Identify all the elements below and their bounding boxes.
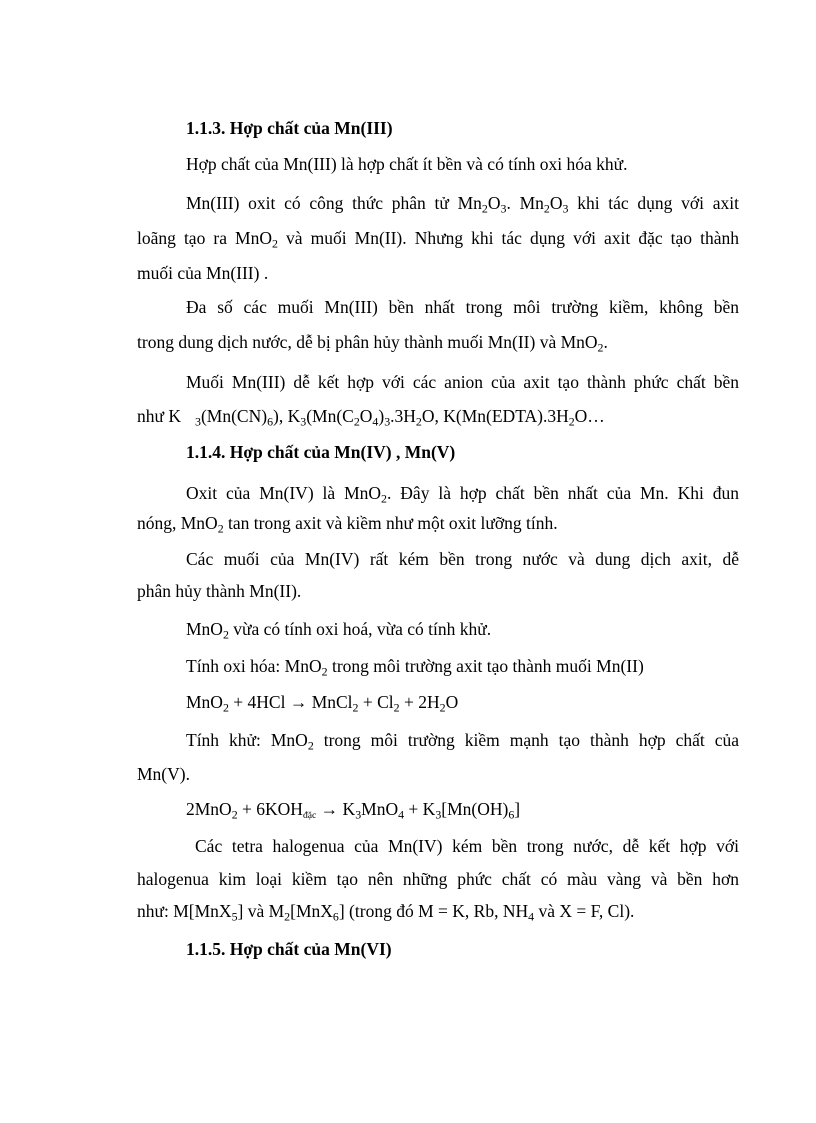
paragraph-line: Tính khử: MnO$_2$ trong môi trường kiềm mạnh tạo thành hợp chất của xyxy=(186,730,739,753)
chemical-equation: $2MnO_2 + 6KOH_{đặc} \to K_3MnO_4 + K_3[Mn(OH)_6]$ xyxy=(186,799,521,822)
paragraph-line: halogenua kim loại kiềm tạo nên những phức chất có màu vàng và bền hơn xyxy=(137,869,739,889)
paragraph-line: Đa số các muối Mn(III) bền nhất trong môi trường kiềm, không bền xyxy=(186,297,739,317)
section-heading-113: 1.1.3. Hợp chất của Mn(III) xyxy=(186,118,393,138)
paragraph-line: Muối Mn(III) dễ kết hợp với các anion của axit tạo thành phức chất bền xyxy=(186,372,739,392)
paragraph-line: muối của Mn(III) . xyxy=(137,263,269,283)
paragraph-line: Tính oxi hóa: MnO$_2$ trong môi trường axit tạo thành muối Mn(II) xyxy=(186,656,644,679)
paragraph-line: phân hủy thành Mn(II). xyxy=(137,581,302,601)
section-heading-115: 1.1.5. Hợp chất của Mn(VI) xyxy=(186,939,392,959)
paragraph-line: Mn(III) oxit có công thức phân tử $Mn_2O_3$. $Mn_2O_3$ khi tác dụng với axit xyxy=(186,193,740,216)
paragraph-line: như K $_3(Mn(CN)_6)$, $K_3(Mn(C_2O_4)_3.3H_2O$, $K(Mn(EDTA).3H_2O\dots$ xyxy=(137,406,605,429)
paragraph-line: Mn(V). xyxy=(137,764,190,784)
paragraph-line: Các tetra halogenua của Mn(IV) kém bền trong nước, dễ kết hợp với xyxy=(195,836,739,856)
paragraph-line: MnO$_2$ vừa có tính oxi hoá, vừa có tính khử. xyxy=(186,619,492,642)
chemical-equation: MnO$_2$ + 4HCl → MnCl$_2$ + $Cl_2 + 2H_2O$ xyxy=(186,692,459,715)
section-heading-114: 1.1.4. Hợp chất của Mn(IV) , Mn(V) xyxy=(186,442,456,462)
paragraph-line: loãng tạo ra MnO$_2$ và muối Mn(II). Nhưng khi tác dụng với axit đặc tạo thành xyxy=(137,228,739,251)
paragraph-line: trong dung dịch nước, dễ bị phân hủy thành muối Mn(II) và MnO$_2$. xyxy=(137,332,608,355)
paragraph-line: Các muối của Mn(IV) rất kém bền trong nước và dung dịch axit, dễ xyxy=(186,549,739,569)
paragraph-line: Oxit của Mn(IV) là MnO$_2$. Đây là hợp chất bền nhất của Mn. Khi đun xyxy=(186,483,740,506)
paragraph-line: nóng, MnO$_2$ tan trong axit và kiềm như một oxit lưỡng tính. xyxy=(137,513,558,536)
paragraph: Hợp chất của Mn(III) là hợp chất ít bền và có tính oxi hóa khử. xyxy=(186,154,628,174)
paragraph-line: như: M[MnX$_5$] và $M_2[MnX_6]$ (trong đó M = K, Rb, $NH_4$ và X = F, Cl). xyxy=(137,901,635,924)
